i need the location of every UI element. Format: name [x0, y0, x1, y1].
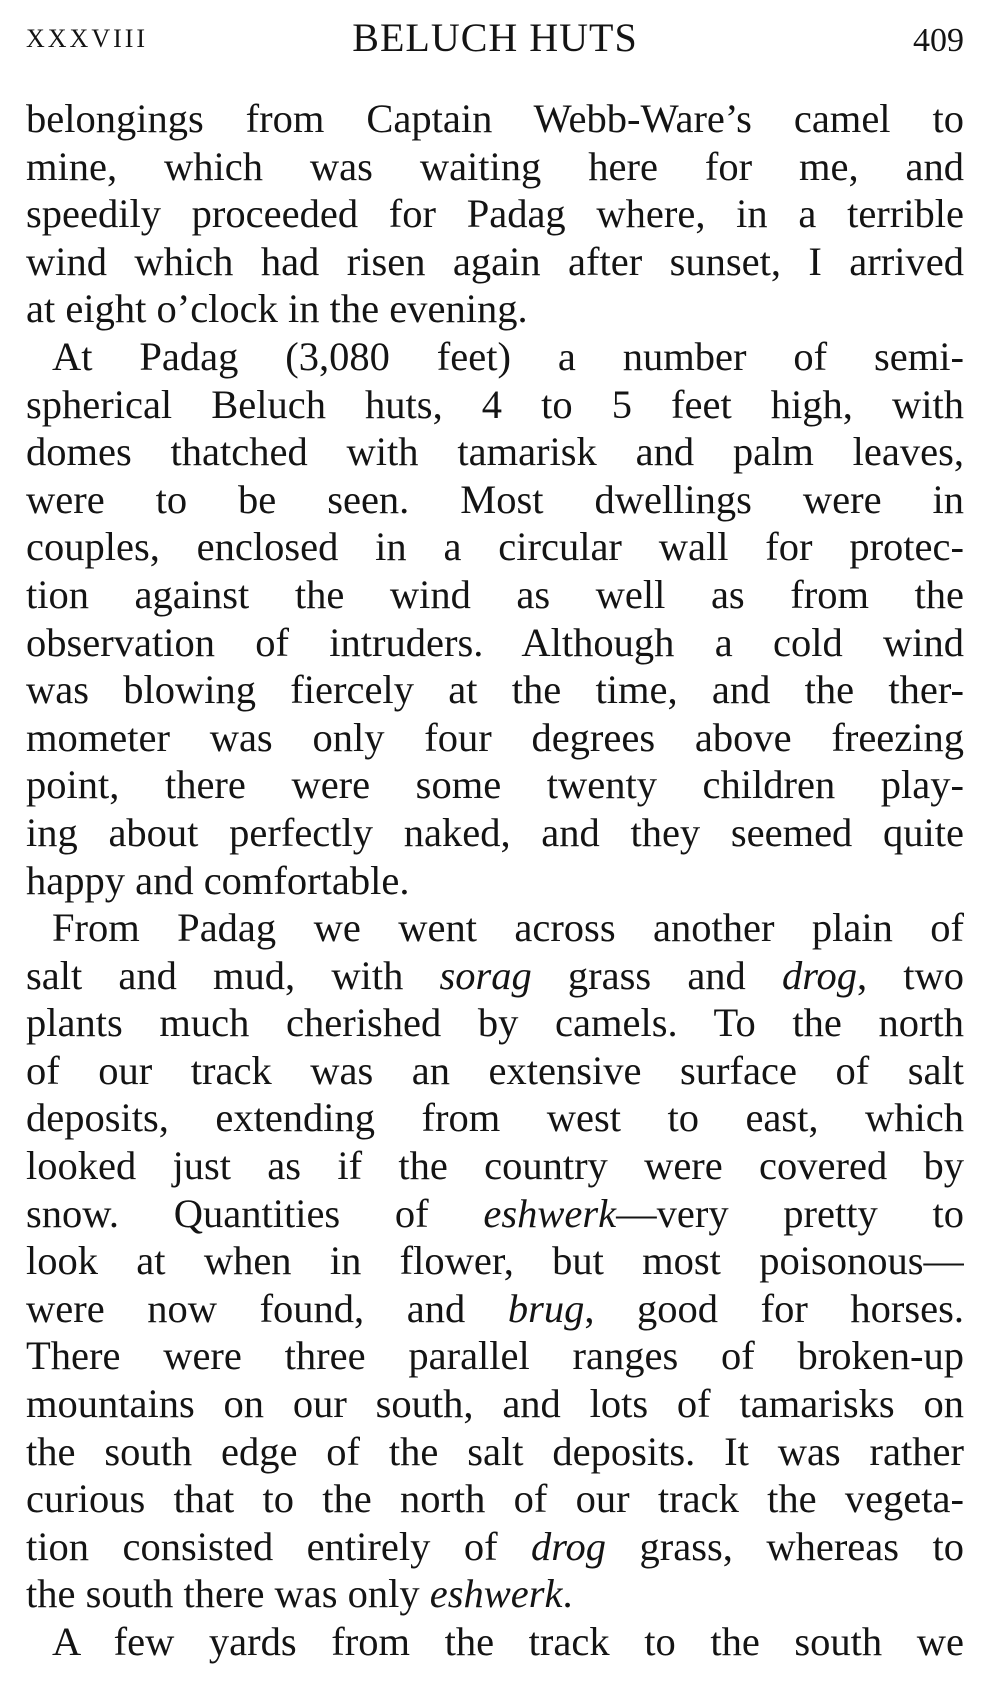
- text-segment: snow. Quantities of: [26, 1190, 484, 1236]
- text-segment: tion consisted entirely of: [26, 1523, 532, 1569]
- text-segment: at eight o’clock in the evening.: [26, 286, 528, 332]
- text-segment: A few yards from the track to the south we: [52, 1619, 964, 1664]
- text-segment: the south there was only: [26, 1571, 430, 1617]
- text-line: [26, 1523, 964, 1571]
- text-line: [26, 952, 964, 1000]
- text-segment: grass, whereas to: [606, 1523, 964, 1569]
- italic-term: brug: [507, 1285, 585, 1331]
- text-line: [26, 1618, 964, 1666]
- text-segment: salt and mud, with: [26, 952, 440, 998]
- text-line: [26, 1570, 964, 1618]
- text-line: [26, 95, 964, 143]
- text-line: [26, 1475, 964, 1523]
- text-segment: From Padag we went across another plain of: [52, 905, 964, 951]
- italic-term: drog: [531, 1523, 607, 1569]
- text-line: [26, 714, 964, 762]
- text-line: [26, 761, 964, 809]
- text-segment: speedily proceeded for Padag where, in a terrible: [26, 191, 964, 237]
- text-line: [26, 523, 964, 571]
- text-segment: look at when in flower, but most poisonous—: [26, 1238, 964, 1284]
- text-line: [26, 857, 964, 905]
- text-segment: spherical Beluch huts, 4 to 5 feet high, with: [26, 381, 964, 427]
- text-segment: At Padag (3,080 feet) a number of semi-: [52, 333, 964, 379]
- text-line: [26, 190, 964, 238]
- text-segment: were now found, and: [26, 1285, 508, 1331]
- text-segment: , two: [856, 952, 964, 998]
- text-line: [26, 1332, 964, 1380]
- text-segment: plants much cherished by camels. To the north: [26, 1000, 964, 1046]
- text-segment: was blowing fiercely at the time, and the ther-: [26, 667, 964, 713]
- text-line: [26, 1428, 964, 1476]
- text-segment: tion against the wind as well as from the: [26, 571, 964, 617]
- text-segment: ing about perfectly naked, and they seemed quite: [26, 809, 964, 855]
- text-line: [26, 238, 964, 286]
- running-head: [26, 10, 964, 60]
- text-line: [26, 1285, 964, 1333]
- text-segment: point, there were some twenty children play-: [26, 762, 964, 808]
- page-number: 409: [913, 22, 964, 59]
- text-segment: looked just as if the country were covered by: [26, 1143, 964, 1189]
- text-line: [26, 1380, 964, 1428]
- text-line: [26, 1142, 964, 1190]
- text-segment: curious that to the north of our track the vegeta-: [26, 1476, 964, 1522]
- text-segment: domes thatched with tamarisk and palm leaves,: [26, 429, 964, 475]
- text-segment: mine, which was waiting here for me, and: [26, 143, 964, 189]
- text-segment: grass and: [531, 952, 782, 998]
- text-line: [26, 619, 964, 667]
- text-segment: mountains on our south, and lots of tamarisks on: [26, 1381, 964, 1427]
- text-segment: were to be seen. Most dwellings were in: [26, 476, 964, 522]
- text-segment: of our track was an extensive surface of salt: [26, 1047, 964, 1093]
- text-segment: , good for horses.: [584, 1285, 964, 1331]
- text-line: [26, 1237, 964, 1285]
- text-segment: mometer was only four degrees above freezing: [26, 714, 964, 760]
- text-line: [26, 1094, 964, 1142]
- running-title: BELUCH HUTS: [352, 15, 638, 60]
- text-line: [26, 666, 964, 714]
- text-segment: the south edge of the salt deposits. It was rather: [26, 1428, 964, 1474]
- italic-term: eshwerk: [429, 1571, 563, 1617]
- text-line: [26, 476, 964, 524]
- text-line: [26, 571, 964, 619]
- text-line: [26, 428, 964, 476]
- text-line: [26, 333, 964, 381]
- italic-term: sorag: [439, 952, 532, 998]
- text-segment: observation of intruders. Although a cold wind: [26, 619, 964, 665]
- text-segment: wind which had risen again after sunset, I arrived: [26, 238, 964, 284]
- text-segment: deposits, extending from west to east, which: [26, 1095, 964, 1141]
- text-line: [26, 1047, 964, 1095]
- text-line: [26, 143, 964, 191]
- body-text: [26, 95, 964, 1666]
- text-segment: couples, enclosed in a circular wall for protec-: [26, 524, 964, 570]
- text-segment: happy and comfortable.: [26, 857, 410, 903]
- text-line: [26, 999, 964, 1047]
- text-line: [26, 381, 964, 429]
- chapter-number: XXXVIII: [26, 24, 149, 53]
- text-line: [26, 1190, 964, 1238]
- text-segment: belongings from Captain Webb-Ware’s camel to: [26, 96, 964, 141]
- text-segment: —very pretty to: [616, 1190, 964, 1236]
- italic-term: drog: [781, 952, 857, 998]
- text-segment: There were three parallel ranges of broken-up: [26, 1333, 964, 1379]
- italic-term: eshwerk: [483, 1190, 617, 1236]
- text-line: [26, 285, 964, 333]
- text-segment: .: [562, 1571, 573, 1617]
- text-line: [26, 809, 964, 857]
- text-line: [26, 904, 964, 952]
